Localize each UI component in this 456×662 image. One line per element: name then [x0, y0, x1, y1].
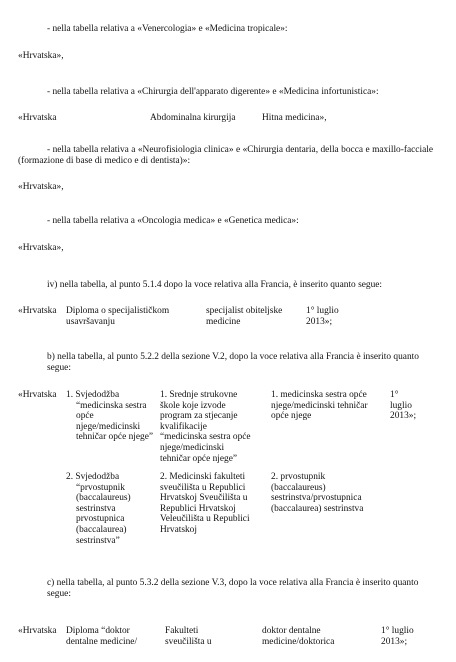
table-cell: 1. Srednje strukovne: [160, 390, 238, 400]
table-cell: usavršavanju: [66, 317, 115, 327]
table-cell: (baccalaureus): [76, 493, 131, 504]
table-cell: prvostupnica: [76, 514, 125, 525]
table-cell: 1°: [390, 390, 399, 400]
table-cell: 2. Medicinski fakulteti: [160, 472, 246, 482]
table-cell: dentalne medicine/: [66, 636, 138, 647]
specialty-emergency-medicine: Hitna medicina»,: [262, 113, 327, 123]
table-cell: njege/medicinski: [160, 443, 225, 453]
country-entry: «Hrvatska»,: [18, 243, 64, 253]
table-cell: luglio: [390, 400, 412, 411]
table-cell: Veleučilišta u Republici: [160, 514, 250, 525]
table-cell: (baccalaurea): [76, 525, 127, 535]
heading-neurofisiologia: - nella tabella relativa a «Neurofisiologia clinica» e «Chirurgia dentaria, della bocca e maxillo-facciale (formazione di base di medico e di dentista)»:: [18, 145, 433, 166]
paragraph-iv: iv) nella tabella, al punto 5.1.4 dopo la voce relativa alla Francia, è inserito quanto segue:: [47, 280, 383, 290]
table-cell: specijalist obiteljske: [206, 306, 283, 316]
table-cell: sveučilišta u: [165, 636, 212, 647]
heading-oncologia: - nella tabella relativa a «Oncologia medica» e «Genetica medica»:: [47, 216, 299, 226]
table-cell: “medicinska sestra opće: [160, 432, 251, 443]
table-cell: opće: [76, 411, 94, 422]
table-cell: sestrinstva: [76, 503, 116, 514]
table-country: «Hrvatska: [18, 306, 57, 316]
table-cell: Republici Hrvatskoj: [160, 503, 236, 514]
country-entry: «Hrvatska: [18, 113, 57, 123]
table-cell: program za stjecanje: [160, 411, 238, 422]
table-cell: kvalifikacije: [160, 421, 207, 432]
table-cell: tehničar opće njege”: [160, 453, 238, 464]
country-entry: «Hrvatska»,: [18, 51, 64, 61]
table-cell: njege/medicinski tehničar: [271, 400, 368, 411]
table-cell: sveučilišta u Republici: [160, 482, 246, 493]
table-cell: Diploma o specijalističkom: [66, 306, 170, 316]
table-cell: 2. Svjedodžba: [66, 472, 120, 482]
table-cell: Hrvatskoj Sveučilišta u: [160, 493, 248, 504]
table-cell: 1. medicinska sestra opće: [271, 390, 367, 400]
table-cell: Hrvatskoj: [160, 525, 197, 535]
table-cell: tehničar opće njege”: [76, 432, 154, 443]
table-cell: 2. prvostupnik: [271, 472, 326, 482]
table-cell: Fakulteti: [165, 626, 199, 636]
table-cell: “medicinska sestra: [76, 400, 147, 411]
specialty-abdominal-surgery: Abdominalna kirurgija: [150, 113, 236, 123]
table-cell: opće njege: [271, 411, 312, 422]
paragraph-b-text: b) nella tabella, al punto 5.2.2 della sezione V.2, dopo la voce relativa alla Francia è inserito quanto segue:: [47, 352, 419, 373]
paragraph-c: c) nella tabella, al punto 5.3.2 della sezione V.3, dopo la voce relativa alla Francia è inserito quanto segue:: [47, 578, 419, 599]
table-country: «Hrvatska: [18, 626, 57, 636]
table-cell: doktor dentalne: [262, 626, 321, 636]
table-cell: medicine/doktorica: [262, 636, 335, 647]
table-cell: (baccalaurea) sestrinstva: [271, 503, 364, 514]
table-cell: 2013»;: [306, 317, 333, 327]
table-cell: “prvostupnik: [76, 482, 125, 493]
table-cell: 1. Svjedodžba: [66, 390, 120, 400]
table-cell: 2013»;: [390, 411, 417, 422]
heading-venereologia: - nella tabella relativa a «Venercologia» e «Medicina tropicale»:: [47, 24, 288, 34]
table-cell: (baccalaureus): [271, 482, 326, 493]
table-cell: sestrinstva/prvostupnica: [271, 493, 362, 504]
table-cell: njege/medicinski: [76, 421, 141, 432]
table-cell: 2013»;: [381, 636, 408, 647]
table-cell: 1° luglio: [381, 626, 414, 636]
table-cell: sestrinstva”: [76, 535, 120, 546]
table-cell: 1° luglio: [306, 306, 339, 316]
table-cell: škole koje izvode: [160, 400, 226, 411]
table-cell: medicine: [206, 317, 241, 327]
table-cell: Diploma “doktor: [66, 626, 130, 636]
heading-chirurgia-digerente: - nella tabella relativa a «Chirurgia dell'apparato digerente» e «Medicina infortunistica»:: [47, 87, 379, 97]
country-entry: «Hrvatska»,: [18, 182, 64, 192]
table-country: «Hrvatska: [18, 390, 57, 400]
